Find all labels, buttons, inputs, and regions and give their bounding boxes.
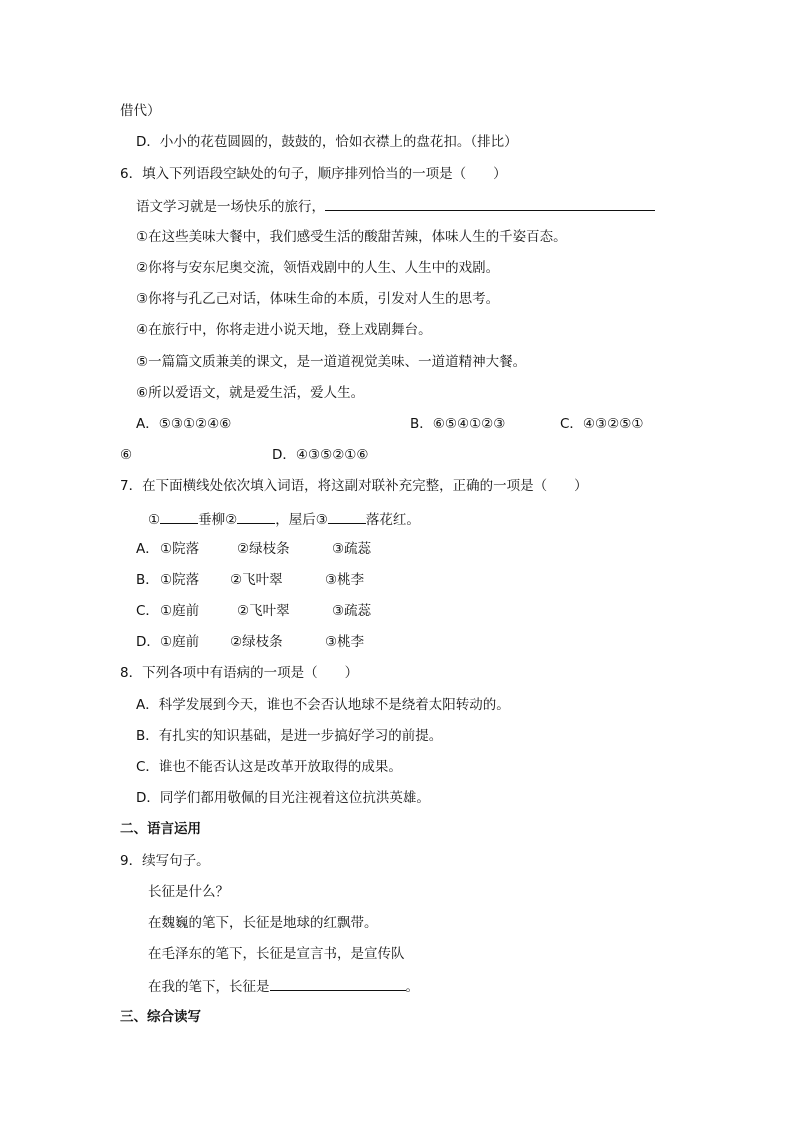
q6-item-2: ②你将与安东尼奥交流，领悟戏剧中的人生、人生中的戏剧。 [136,260,500,276]
q7-couplet-part2: 垂柳② [198,512,238,528]
q7-option-d [136,633,160,651]
q7-option-b-label: B． [136,572,159,588]
q9-stem: 9．续写句子。 [120,853,210,869]
q7-couplet-part4: 落花红。 [365,512,420,528]
q7-option-a-2: ②绿枝条 [237,541,290,557]
q5-continuation: 借代） [120,103,161,119]
q9-line-3: 在毛泽东的笔下，长征是宣言书，是宣传队 [148,946,405,962]
q7-option-b-2: ②飞叶翠 [230,572,283,588]
q7-option-c-1: ①庭前 [160,603,200,619]
q7-option-a-3: ③疏蕊 [332,541,372,557]
q7-couplet-part1: ① [148,512,161,528]
q6-option-a: A．⑤③①②④⑥ [136,416,232,432]
q7-blank-1 [160,509,198,524]
q6-option-c: C．④③②⑤① [560,416,644,432]
q7-option-a [136,540,159,558]
q7-couplet-part3: ，屋后③ [275,512,328,528]
q8-option-b: B．有扎实的知识基础，是进一步搞好学习的前提。 [136,728,443,744]
q6-item-6: ⑥所以爱语文，就是爱生活，爱人生。 [136,385,365,401]
q9-line-4 [148,976,419,996]
q7-couplet [148,509,420,529]
q7-option-c [136,602,159,620]
q8-option-c: C．谁也不能否认这是改革开放取得的成果。 [136,759,402,775]
q7-option-c-3: ③疏蕊 [332,603,372,619]
q9-answer-blank [270,976,406,991]
q7-blank-3 [328,509,366,524]
q8-option-d: D．同学们都用敬佩的目光注视着这位抗洪英雄。 [136,790,430,806]
q7-option-d-1: ①庭前 [160,634,200,650]
q7-option-d-3: ③桃李 [325,634,365,650]
q5-option-d: D．小小的花苞圆圆的，鼓鼓的，恰如衣襟上的盘花扣。（排比） [136,134,518,150]
q7-blank-2 [237,509,275,524]
section-heading-3: 三、综合读写 [120,1009,201,1025]
q6-item-5: ⑤一篇篇文质兼美的课文，是一道道视觉美味、一道道精神大餐。 [136,354,527,370]
q7-option-d-label: D． [136,634,160,650]
q7-option-c-label: C． [136,603,159,619]
q6-item-1: ①在这些美味大餐中，我们感受生活的酸甜苦辣，体味人生的千姿百态。 [136,229,567,245]
q9-line-4-prefix: 在我的笔下，长征是 [148,979,270,995]
q9-line-1: 长征是什么？ [148,884,229,900]
q7-option-b-1: ①院落 [160,572,200,588]
q7-option-a-label: A． [136,541,159,557]
q6-lead-text: 语文学习就是一场快乐的旅行， [136,199,325,215]
q7-option-b-3: ③桃李 [325,572,365,588]
q7-option-c-2: ②飞叶翠 [237,603,290,619]
q7-option-a-1: ①院落 [160,541,200,557]
q6-option-c-wrap: ⑥ [120,447,133,463]
q6-item-4: ④在旅行中，你将走进小说天地，登上戏剧舞台。 [136,322,432,338]
q9-line-2: 在魏巍的笔下，长征是地球的红飘带。 [148,915,378,931]
q7-option-d-2: ②绿枝条 [230,634,283,650]
q6-stem: 6．填入下列语段空缺处的句子，顺序排列恰当的一项是（ ） [120,166,507,182]
q6-answer-blank [325,196,655,211]
q6-option-d: D．④③⑤②①⑥ [272,447,369,463]
q6-option-b: B．⑥⑤④①②③ [410,416,506,432]
section-heading-2: 二、语言运用 [120,821,201,837]
q7-stem: 7．在下面横线处依次填入词语，将这副对联补充完整，正确的一项是（ ） [120,478,588,494]
q6-lead [136,196,655,216]
q9-line-4-suffix: 。 [405,979,419,995]
q8-option-a: A．科学发展到今天，谁也不会否认地球不是绕着太阳转动的。 [136,697,510,713]
q6-item-3: ③你将与孔乙己对话，体味生命的本质，引发对人生的思考。 [136,291,500,307]
q7-option-b [136,571,159,589]
q8-stem: 8．下列各项中有语病的一项是（ ） [120,665,359,681]
